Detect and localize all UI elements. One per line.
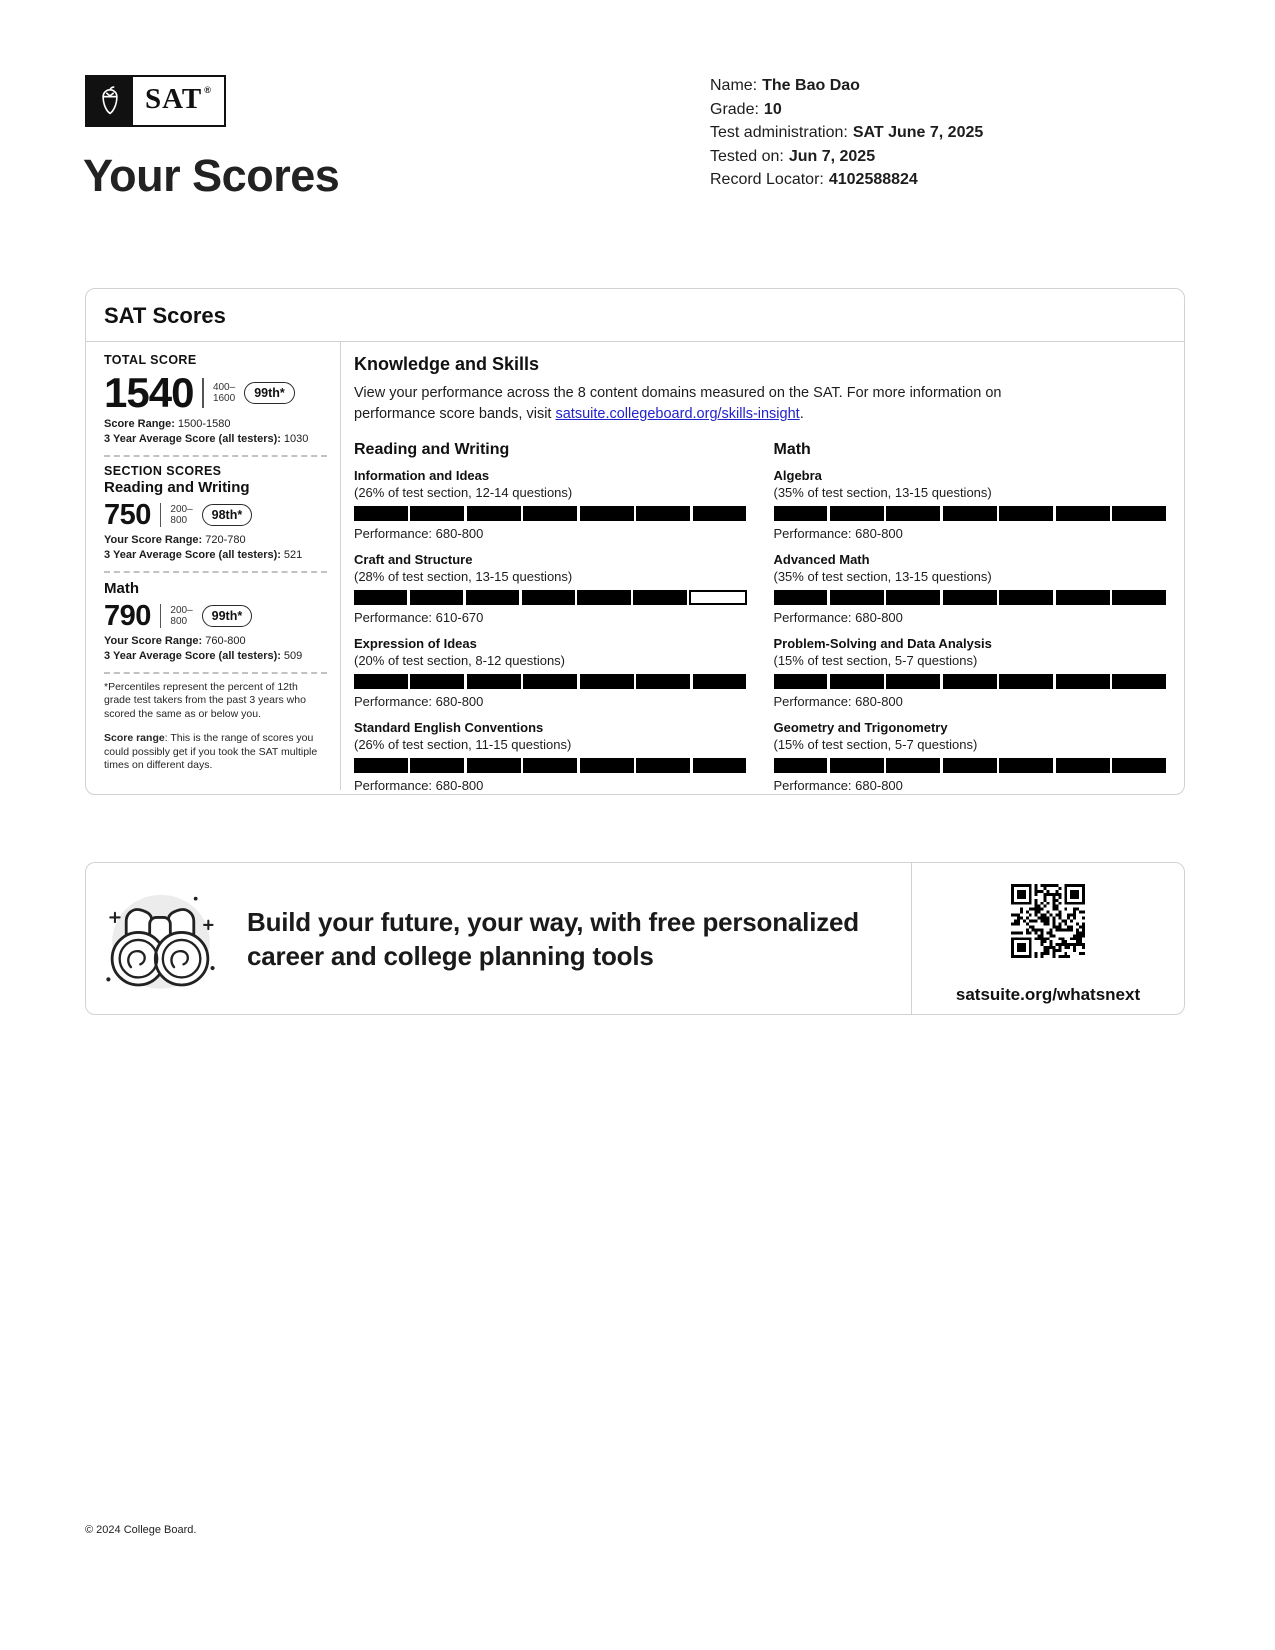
sat-logo-text: SAT ® [145, 83, 212, 115]
band-segment [467, 758, 521, 773]
domain-performance: Performance: 680-800 [773, 694, 903, 709]
knowledge-columns [354, 441, 1166, 803]
domain-block [354, 467, 747, 542]
domain-title: Information and Ideas [354, 468, 490, 483]
score-band-bar [354, 758, 747, 773]
band-segment [999, 590, 1053, 605]
record-locator-row: Record Locator: 4102588824 [710, 171, 918, 188]
domain-detail: (35% of test section, 13-15 questions) [773, 569, 992, 584]
dashed-divider [104, 455, 327, 457]
sat-logo [85, 75, 226, 127]
band-segment [886, 590, 940, 605]
knowledge-skills-intro: View your performance across the 8 content domains measured on the SAT. For more information on performance score bands, visit satsuite.collegeboard.org/skills-insight. [354, 385, 1002, 422]
band-segment [354, 674, 408, 689]
student-name-row: Name: The Bao Dao [710, 77, 860, 94]
band-segment [354, 506, 408, 521]
band-segment [689, 590, 746, 605]
binoculars-icon [99, 878, 221, 1000]
band-segment [774, 506, 828, 521]
band-segment [577, 590, 630, 605]
band-segment [999, 674, 1053, 689]
dashed-divider [104, 672, 327, 674]
band-segment [1056, 674, 1110, 689]
band-segment [410, 590, 463, 605]
section-score-scale: 200– 800 [170, 604, 193, 627]
promo-link[interactable]: satsuite.org/whatsnext [955, 985, 1141, 1004]
total-score-range: Score Range: 1500-1580 [104, 417, 231, 430]
total-percentile-badge: 99th* [244, 382, 295, 404]
domain-detail: (28% of test section, 13-15 questions) [354, 569, 573, 584]
band-segment [580, 758, 634, 773]
section-average-score: 3 Year Average Score (all testers): 509 [104, 649, 303, 662]
domain-title: Problem-Solving and Data Analysis [773, 636, 992, 651]
knowledge-skills-title: Knowledge and Skills [354, 354, 540, 374]
total-score-value: 1540 [104, 369, 194, 416]
qr-code [1011, 884, 1085, 958]
domain-title: Algebra [773, 468, 822, 483]
skills-insight-link[interactable]: satsuite.collegeboard.org/skills-insight [555, 406, 800, 422]
band-segment [943, 758, 997, 773]
section-percentile-badge: 98th* [202, 504, 253, 526]
student-info [710, 74, 983, 192]
section-name: Math [104, 579, 139, 597]
scale-divider [160, 604, 162, 628]
band-segment [523, 758, 577, 773]
domain-column [354, 441, 747, 803]
domain-detail: (15% of test section, 5-7 questions) [773, 737, 978, 752]
section-scores-heading: SECTION SCORES [104, 463, 222, 478]
percentile-footnote: *Percentiles represent the percent of 12th grade test takers from the past 3 years who scored the same as or below you. [104, 680, 306, 720]
band-segment [943, 674, 997, 689]
band-segment [1112, 590, 1166, 605]
sat-scores-card [85, 288, 1185, 795]
scale-divider [160, 503, 162, 527]
section-score-range: Your Score Range: 720-780 [104, 533, 246, 546]
score-band-bar [774, 590, 1167, 605]
domain-column-title: Math [773, 441, 811, 458]
total-score-scale: 400– 1600 [212, 381, 236, 404]
domain-detail: (26% of test section, 11-15 questions) [354, 737, 572, 752]
band-segment [633, 590, 686, 605]
band-segment [886, 506, 940, 521]
domain-performance: Performance: 680-800 [354, 694, 484, 709]
band-segment [774, 758, 828, 773]
domain-performance: Performance: 680-800 [773, 610, 903, 625]
domain-block [774, 719, 1167, 794]
band-segment [999, 758, 1053, 773]
section-score-block [104, 479, 327, 573]
band-segment [410, 758, 464, 773]
scale-divider [202, 378, 204, 408]
band-segment [693, 674, 747, 689]
band-segment [886, 758, 940, 773]
section-name: Reading and Writing [104, 478, 250, 496]
band-segment [636, 506, 690, 521]
band-segment [1056, 506, 1110, 521]
domain-list [354, 467, 747, 794]
acorn-icon [87, 77, 133, 125]
domain-title: Geometry and Trigonometry [773, 720, 948, 735]
band-segment [886, 674, 940, 689]
score-summary-column [86, 342, 341, 790]
test-administration-row: Test administration: SAT June 7, 2025 [710, 124, 984, 141]
band-segment [466, 590, 519, 605]
domain-title: Craft and Structure [354, 552, 473, 567]
band-segment [522, 590, 575, 605]
score-band-bar [774, 674, 1167, 689]
domain-performance: Performance: 610-670 [354, 610, 484, 625]
band-segment [1112, 506, 1166, 521]
section-scores-list [104, 479, 327, 674]
score-band-bar [354, 506, 747, 521]
promo-link-panel [911, 863, 1184, 1014]
domain-column [774, 441, 1167, 803]
domain-block [774, 551, 1167, 626]
promo-card [85, 862, 1185, 1015]
section-score-block [104, 580, 327, 674]
band-segment [467, 506, 521, 521]
card-title: SAT Scores [86, 289, 1184, 342]
dashed-divider [104, 571, 327, 573]
band-segment [1112, 758, 1166, 773]
score-band-bar [774, 506, 1167, 521]
domain-performance: Performance: 680-800 [773, 526, 903, 541]
band-segment [1056, 758, 1110, 773]
band-segment [1112, 674, 1166, 689]
section-score-range: Your Score Range: 760-800 [104, 634, 246, 647]
band-segment [410, 506, 464, 521]
domain-title: Standard English Conventions [354, 720, 544, 735]
domain-title: Expression of Ideas [354, 636, 477, 651]
band-segment [636, 674, 690, 689]
band-segment [354, 590, 407, 605]
domain-performance: Performance: 680-800 [354, 526, 484, 541]
band-segment [580, 674, 634, 689]
band-segment [410, 674, 464, 689]
domain-title: Advanced Math [773, 552, 870, 567]
score-range-footnote: Score range: This is the range of scores you could possibly get if you took the SAT multiple times on different days. [104, 732, 318, 772]
band-segment [999, 506, 1053, 521]
tested-on-row: Tested on: Jun 7, 2025 [710, 147, 876, 165]
band-segment [830, 506, 884, 521]
page-title: Your Scores [83, 150, 340, 201]
band-segment [693, 506, 747, 521]
domain-detail: (26% of test section, 12-14 questions) [354, 485, 573, 500]
total-average-score: 3 Year Average Score (all testers): 1030 [104, 432, 309, 445]
domain-block [354, 719, 747, 794]
domain-detail: (15% of test section, 5-7 questions) [773, 653, 978, 668]
footer-copyright: © 2024 College Board. [85, 1524, 197, 1536]
band-segment [523, 506, 577, 521]
band-segment [1056, 590, 1110, 605]
registered-mark: ® [204, 85, 212, 95]
knowledge-skills-panel [341, 342, 1184, 793]
domain-block [354, 551, 747, 626]
domain-block [774, 635, 1167, 710]
domain-detail: (20% of test section, 8-12 questions) [354, 653, 566, 668]
score-band-bar [354, 590, 747, 605]
promo-headline: Build your future, your way, with free personalized career and college planning tools [247, 906, 859, 971]
domain-detail: (35% of test section, 13-15 questions) [773, 485, 992, 500]
band-segment [523, 674, 577, 689]
band-segment [354, 758, 408, 773]
band-segment [774, 674, 828, 689]
band-segment [830, 674, 884, 689]
student-grade-row: Grade: 10 [710, 100, 782, 118]
section-score-value: 750 [104, 498, 151, 531]
band-segment [467, 674, 521, 689]
band-segment [943, 506, 997, 521]
total-score-heading: TOTAL SCORE [104, 353, 197, 367]
domain-column-title: Reading and Writing [354, 441, 510, 458]
domain-performance: Performance: 680-800 [773, 778, 903, 793]
domain-block [354, 635, 747, 710]
band-segment [943, 590, 997, 605]
domain-list [774, 467, 1167, 794]
domain-block [774, 467, 1167, 542]
section-score-scale: 200– 800 [170, 503, 193, 526]
domain-performance: Performance: 680-800 [354, 778, 484, 793]
band-segment [693, 758, 747, 773]
band-segment [830, 758, 884, 773]
section-average-score: 3 Year Average Score (all testers): 521 [104, 548, 303, 561]
band-segment [580, 506, 634, 521]
band-segment [774, 590, 828, 605]
score-band-bar [774, 758, 1167, 773]
band-segment [636, 758, 690, 773]
band-segment [830, 590, 884, 605]
section-score-value: 790 [104, 599, 151, 632]
section-percentile-badge: 99th* [202, 605, 253, 627]
score-band-bar [354, 674, 747, 689]
